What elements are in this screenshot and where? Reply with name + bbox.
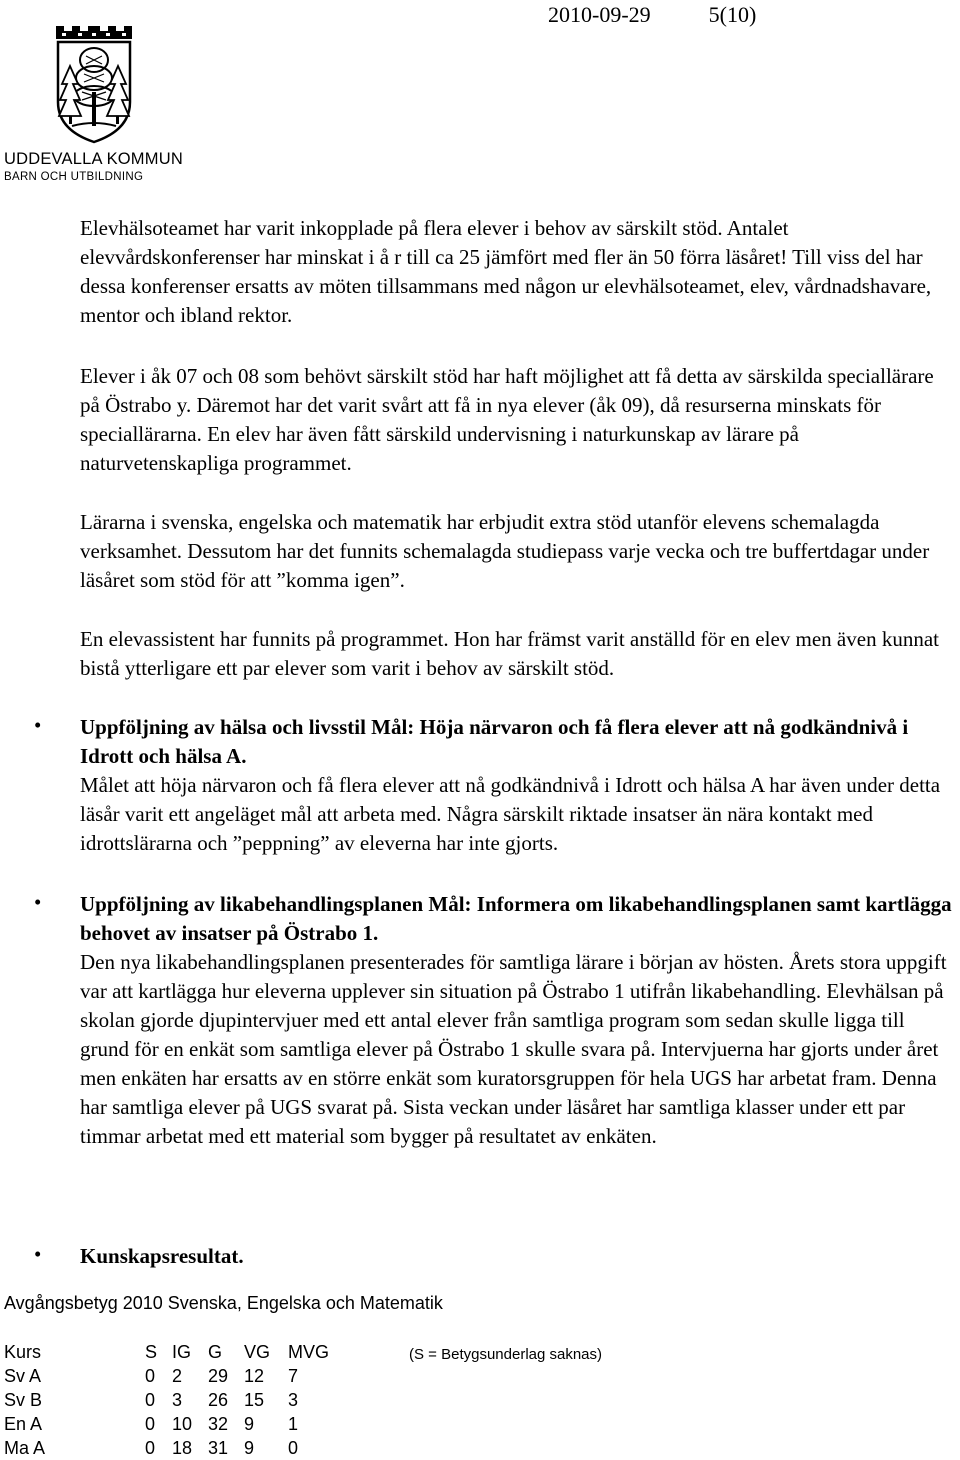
table-header-row xyxy=(0,1340,348,1364)
column-header-g: G xyxy=(208,1341,223,1362)
table-cell: 32 xyxy=(208,1413,229,1434)
bullet-symbol: • xyxy=(34,1242,42,1266)
bullet-symbol: • xyxy=(34,890,42,914)
header-date: 2010-09-29 xyxy=(548,2,651,27)
paragraph-elevassistent: En elevassistent har funnits på programmet. Hon har främst varit anställd för en elev men även kunnat bistå ytterligare ett par elever som varit i behov av särskilt stöd. xyxy=(80,627,939,680)
page-header xyxy=(548,2,756,28)
column-header-mvg: MVG xyxy=(288,1341,330,1362)
table-cell: Sv A xyxy=(4,1365,42,1386)
table-cell: 26 xyxy=(208,1389,229,1410)
table-cell: 7 xyxy=(288,1365,299,1386)
table-cell: 12 xyxy=(244,1365,265,1386)
bullet-section-likabehandling xyxy=(80,890,958,1151)
section-text: Målet att höja närvaron och få flera elever att nå godkändnivå i Idrott och hälsa A har även under detta läsår varit ett angeläget mål att arbeta med. Några särskilt riktade insatser än nära kontakt med idrottslärarna och ”peppning” av eleverna har inte gjorts. xyxy=(80,773,941,855)
table-cell: 2 xyxy=(172,1365,183,1386)
table-cell: 0 xyxy=(145,1437,156,1458)
table-cell: 15 xyxy=(244,1389,265,1410)
table-cell: Sv B xyxy=(4,1389,43,1410)
table-cell: 0 xyxy=(145,1413,156,1434)
section-heading: Uppföljning av hälsa och livsstil Mål: Höja närvaron och få flera elever att nå godkändnivå i Idrott och hälsa A. xyxy=(80,715,909,768)
logo-department: BARN OCH UTBILDNING xyxy=(4,171,144,183)
paragraph-sarskilt-stod: Elever i åk 07 och 08 som behövt särskilt stöd har haft möjlighet att få detta av särskilda speciallärare på Östrabo y. Däremot har det varit svårt att få in nya elever (åk 09), då resurserna minskats för speciallärarna. En elev har även fått särskild undervisning i naturkunskap av lärare på naturvetenskapliga programmet. xyxy=(80,364,934,475)
table-row xyxy=(0,1364,348,1388)
table-row xyxy=(0,1388,348,1412)
paragraph-extra-stod: Lärarna i svenska, engelska och matematik har erbjudit extra stöd utanför elevens schemalagda verksamhet. Dessutom har det funnits schemalagda studiepass varje vecka och tre buffertdagar under läsåret som stöd för att ”komma igen”. xyxy=(80,510,930,592)
table-cell: 3 xyxy=(172,1389,183,1410)
section-text: Den nya likabehandlingsplanen presenterades för samtliga lärare i början av hösten. Årets stora uppgift var att kartlägga hur eleverna upplever sin situation på Östrabo 1 utifrån likabehandling. Elevhälsan på skolan gjorde djupintervjuer med ett antal elever från samtliga program som sedan skulle ligga till grund för en enkät som samtliga elever på Östrabo 1 skulle svara på. Intervjuerna har gjorts under året men enkäten har ersatts av en större enkät som kuratorsgruppen för hela UGS har arbetat fram. Denna har samtliga elever på UGS svarat på. Sista veckan under läsåret har samtliga klasser under ett par timmar arbetat med ett material som bygger på resultatet av enkäten. xyxy=(80,950,947,1148)
table-row xyxy=(0,1436,348,1460)
paragraph-elevhalsoteam: Elevhälsoteamet har varit inkopplade på flera elever i behov av särskilt stöd. Antalet elevvårdskonferenser har minskat i å r till ca 25 jämfört med fler än 50 förra läsåret! Till viss del har dessa konferenser ersatts av möten tillsammans med någon ur elevhälsoteamet, elev, vårdnadshavare, mentor och ibland rektor. xyxy=(80,216,932,327)
column-header-ig: IG xyxy=(172,1341,192,1362)
table-cell: Ma A xyxy=(4,1437,46,1458)
table-cell: 0 xyxy=(145,1389,156,1410)
coat-of-arms-icon xyxy=(50,22,138,146)
table-cell: 10 xyxy=(172,1413,193,1434)
table-cell: 31 xyxy=(208,1437,229,1458)
table-cell: 1 xyxy=(288,1413,299,1434)
bullet-section-halsa xyxy=(80,713,958,858)
bullet-section-kunskapsresultat xyxy=(80,1242,958,1271)
logo-org-name: UDDEVALLA KOMMUN xyxy=(4,150,183,168)
table-cell: 18 xyxy=(172,1437,193,1458)
results-table-caption: Avgångsbetyg 2010 Svenska, Engelska och Matematik xyxy=(4,1293,443,1313)
table-cell: 29 xyxy=(208,1365,229,1386)
header-page-number: 5(10) xyxy=(708,2,757,27)
table-cell: 9 xyxy=(244,1413,255,1434)
table-cell: 9 xyxy=(244,1437,255,1458)
municipality-logo xyxy=(4,22,194,192)
table-cell: 0 xyxy=(288,1437,299,1458)
table-cell: 0 xyxy=(145,1365,156,1386)
grade-note: (S = Betygsunderlag saknas) xyxy=(409,1346,603,1363)
grades-table xyxy=(0,1340,348,1460)
section-heading: Kunskapsresultat. xyxy=(80,1244,244,1268)
table-cell: En A xyxy=(4,1413,43,1434)
section-heading: Uppföljning av likabehandlingsplanen Mål: Informera om likabehandlingsplanen samt kartlägga behovet av insatser på Östrabo 1. xyxy=(80,892,952,945)
column-header-vg: VG xyxy=(244,1341,271,1362)
column-header-kurs: Kurs xyxy=(4,1341,42,1362)
column-header-s: S xyxy=(145,1341,158,1362)
table-row xyxy=(0,1412,348,1436)
bullet-symbol: • xyxy=(34,713,42,737)
table-cell: 3 xyxy=(288,1389,299,1410)
